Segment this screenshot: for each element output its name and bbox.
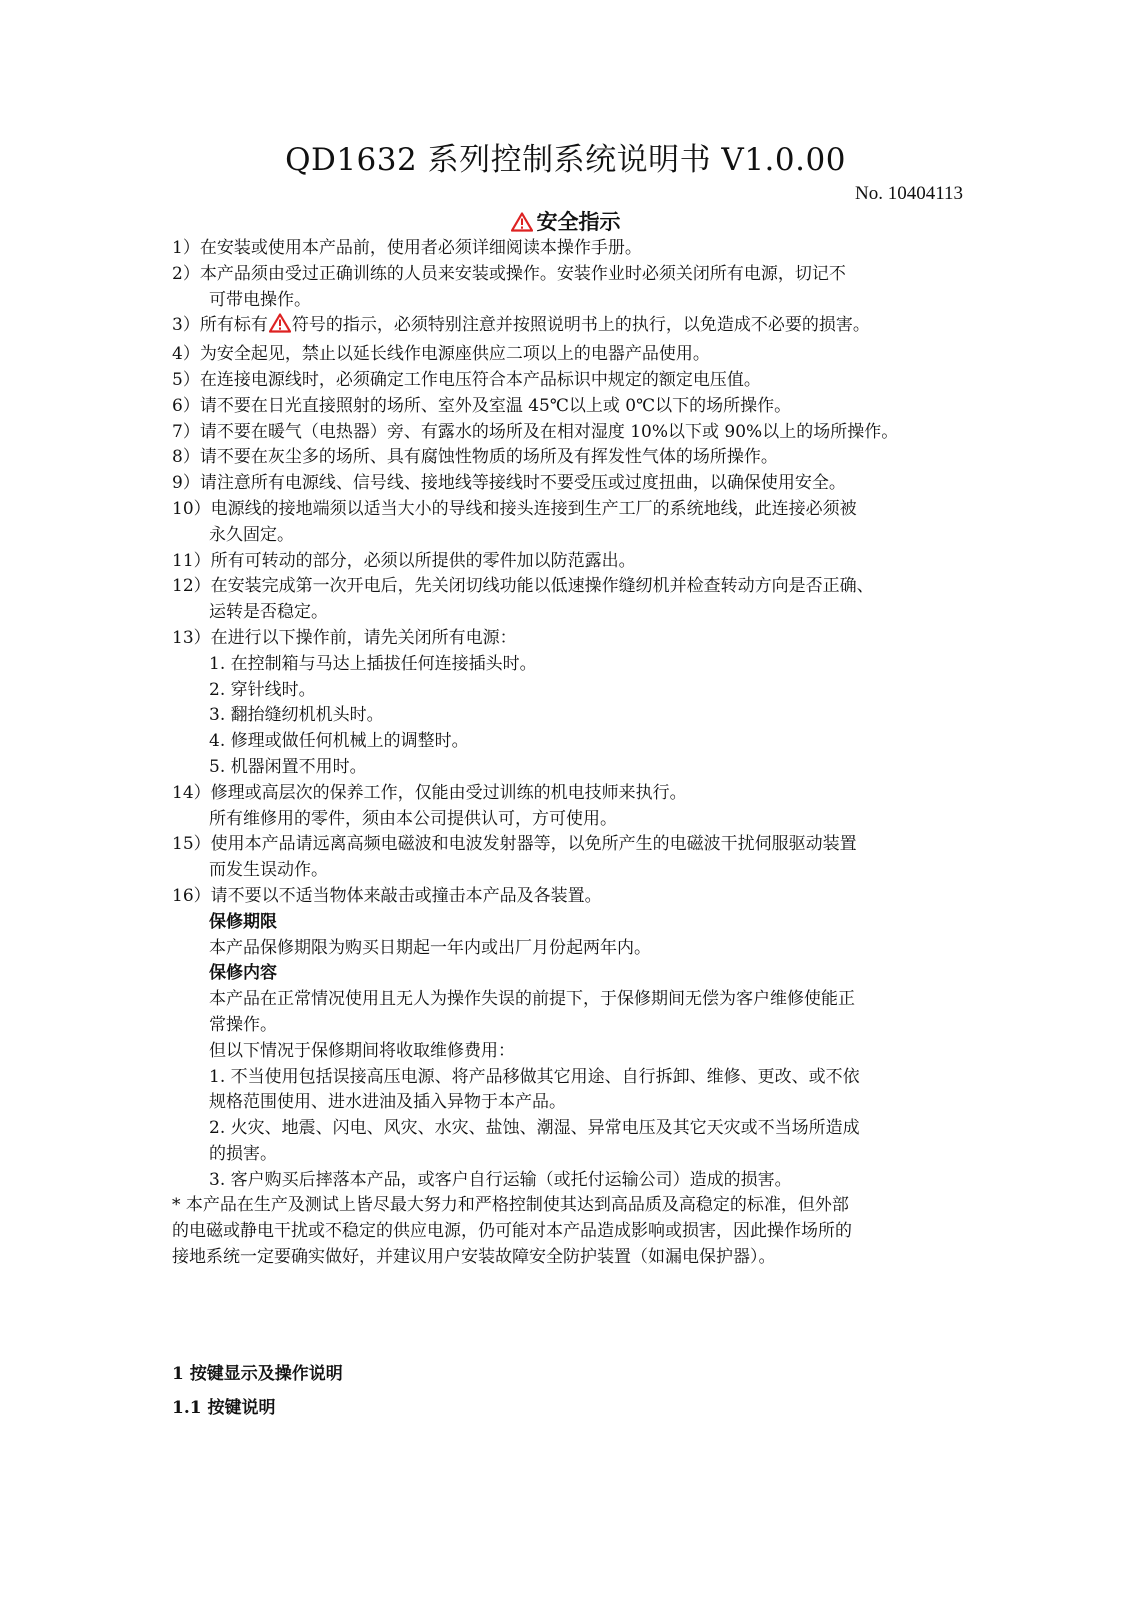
safety-heading-text: 安全指示	[536, 209, 621, 234]
instruction-line: 15）使用本产品请远离高频电磁波和电波发射器等，以免所产生的电磁波干扰伺服驱动装置	[172, 834, 857, 855]
instruction-line: 5）在连接电源线时，必须确定工作电压符合本产品标识中规定的额定电压值。	[172, 369, 761, 390]
instruction-line: 1）在安装或使用本产品前，使用者必须详细阅读本操作手册。	[172, 238, 642, 258]
instruction-line: 16）请不要以不适当物体来敲击或撞击本产品及各装置。	[172, 885, 602, 906]
instruction-line: 10）电源线的接地端须以适当大小的导线和接头连接到生产工厂的系统地线，此连接必须被	[172, 498, 857, 519]
instruction-line: 2）本产品须由受过正确训练的人员来安装或操作。安装作业时必须关闭所有电源，切记不	[172, 263, 846, 284]
instruction-line: 9）请注意所有电源线、信号线、接地线等接线时不要受压或过度扭曲，以确保使用安全。	[172, 473, 846, 494]
warning-triangle-icon	[269, 313, 291, 342]
subsection-heading: 保修期限	[209, 911, 277, 932]
instruction-line: 接地系统一定要确实做好，并建议用户安装故障安全防护装置（如漏电保护器）。	[172, 1247, 776, 1268]
instruction-line: 本产品保修期限为购买日期起一年内或出厂月份起两年内。	[209, 937, 651, 958]
instruction-line: 而发生误动作。	[209, 860, 328, 881]
warning-triangle-icon	[511, 211, 533, 239]
instruction-line: 3. 客户购买后摔落本产品，或客户自行运输（或托付运输公司）造成的损害。	[209, 1169, 792, 1190]
instruction-line: 12）在安装完成第一次开电后，先关闭切线功能以低速操作缝纫机并检查转动方向是否正确、	[172, 576, 874, 597]
instruction-line: 可带电操作。	[209, 289, 311, 310]
instruction-line: 运转是否稳定。	[209, 602, 328, 623]
instruction-line: 8）请不要在灰尘多的场所、具有腐蚀性物质的场所及有挥发性气体的场所操作。	[172, 447, 778, 468]
instruction-line: 13）在进行以下操作前，请先关闭所有电源：	[172, 627, 517, 648]
instruction-line: 14）修理或高层次的保养工作，仅能由受过训练的机电技师来执行。	[172, 782, 687, 803]
instruction-line: 的损害。	[209, 1143, 277, 1164]
instruction-line: 3. 翻抬缝纫机机头时。	[209, 705, 384, 726]
instruction-line: 1. 不当使用包括误接高压电源、将产品移做其它用途、自行拆卸、维修、更改、或不依	[209, 1066, 860, 1087]
page-title: QD1632 系列控制系统说明书 V1.0.00	[285, 142, 846, 178]
instruction-line: 本产品在正常情况使用且无人为操作失误的前提下，于保修期间无偿为客户维修使能正	[209, 989, 855, 1010]
instruction-line: 4）为安全起见，禁止以延长线作电源座供应二项以上的电器产品使用。	[172, 344, 710, 365]
instruction-line: 2. 穿针线时。	[209, 679, 316, 700]
instruction-line: 5. 机器闲置不用时。	[209, 756, 367, 777]
instruction-line: * 本产品在生产及测试上皆尽最大努力和严格控制使其达到高品质及高稳定的标准，但外部	[172, 1195, 849, 1216]
subsection-heading: 保修内容	[209, 963, 277, 984]
instruction-line: 所有维修用的零件，须由本公司提供认可，方可使用。	[209, 808, 617, 829]
instruction-line: 规格范围使用、进水进油及插入异物于本产品。	[209, 1092, 566, 1113]
instruction-text: 符号的指示，必须特别注意并按照说明书上的执行，以免造成不必要的损害。	[291, 315, 870, 336]
instruction-line: 1. 在控制箱与马达上插拔任何连接插头时。	[209, 653, 537, 674]
instruction-line: 7）请不要在暖气（电热器）旁、有露水的场所及在相对湿度 10%以下或 90%以上的场所操作。	[172, 421, 899, 442]
instruction-line	[172, 313, 962, 342]
instruction-line: 2. 火灾、地震、闪电、风灾、水灾、盐蚀、潮湿、异常电压及其它天灾或不当场所造成	[209, 1118, 860, 1139]
document-number: No. 10404113	[854, 183, 963, 204]
section-heading-1: 1 按键显示及操作说明	[172, 1364, 343, 1384]
instruction-line: 6）请不要在日光直接照射的场所、室外及室温 45℃以上或 0℃以下的场所操作。	[172, 395, 792, 416]
instruction-text: 3）所有标有	[172, 315, 268, 336]
instruction-line: 11）所有可转动的部分，必须以所提供的零件加以防范露出。	[172, 550, 636, 571]
instruction-line: 4. 修理或做任何机械上的调整时。	[209, 731, 469, 752]
instruction-line: 但以下情况于保修期间将收取维修费用：	[209, 1040, 515, 1061]
instruction-line: 永久固定。	[209, 524, 294, 545]
instruction-line: 的电磁或静电干扰或不稳定的供应电源，仍可能对本产品造成影响或损害，因此操作场所的	[172, 1221, 852, 1242]
instruction-line: 常操作。	[209, 1014, 277, 1035]
safety-instructions	[172, 236, 962, 1271]
safety-heading	[0, 208, 1131, 239]
section-heading-1-1: 1.1 按键说明	[172, 1398, 276, 1418]
